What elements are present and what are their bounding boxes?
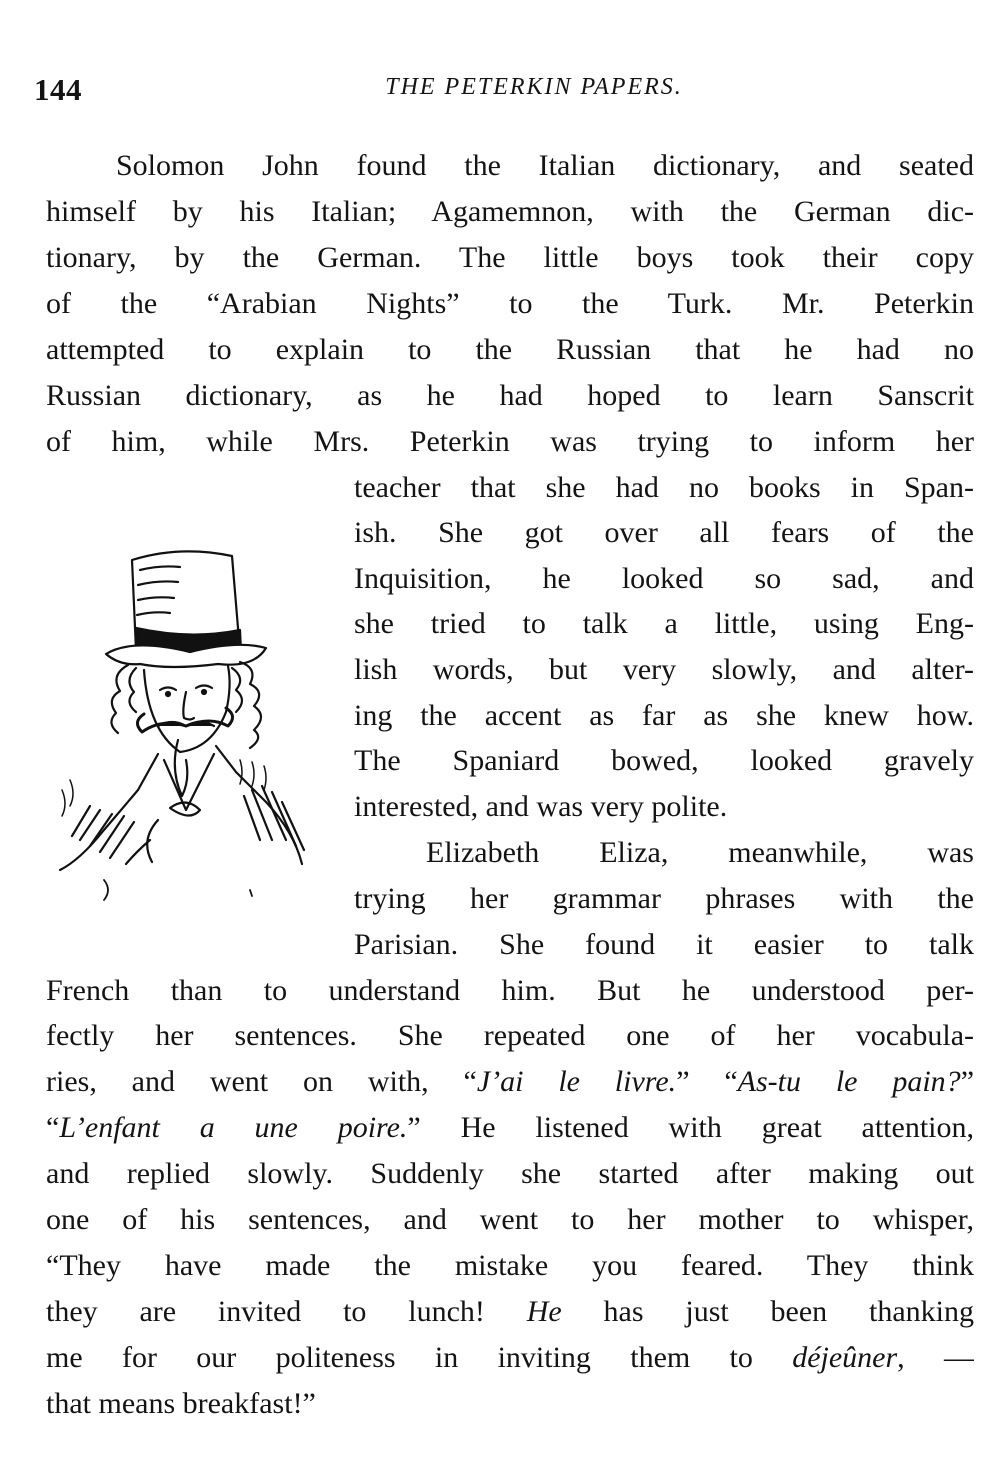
text-line: Russian dictionary, as he had hoped to learn Sanscrit: [46, 379, 974, 412]
text-line: Parisian. She found it easier to talk: [354, 928, 974, 961]
text-line: ish. She got over all fears of the: [354, 516, 974, 549]
text-line: me for our politeness in inviting them to déjeûner, —: [46, 1341, 974, 1374]
french-word: déjeûner: [792, 1341, 898, 1374]
spaniard-illustration: [40, 540, 340, 910]
text-line: Inquisition, he looked so sad, and: [354, 562, 974, 595]
running-title: THE PETERKIN PAPERS.: [385, 74, 683, 100]
french-phrase: As-tu le pain?: [737, 1065, 961, 1098]
french-phrase: J’ai le livre.: [476, 1065, 677, 1098]
text-line: ing the accent as far as she knew how.: [354, 699, 974, 732]
text-line: attempted to explain to the Russian that he had no: [46, 333, 974, 366]
emphasis: He: [526, 1295, 562, 1328]
text-line: interested, and was very polite.: [354, 790, 728, 823]
text-line: and replied slowly. Suddenly she started after making out: [46, 1157, 974, 1190]
text-line: one of his sentences, and went to her mother to whisper,: [46, 1203, 974, 1236]
text-line: of him, while Mrs. Peterkin was trying to inform her: [46, 425, 974, 458]
page-number: 144: [34, 72, 82, 107]
text-line: Solomon John found the Italian dictionary, and seated: [116, 149, 974, 182]
text-line: lish words, but very slowly, and alter-: [354, 653, 974, 686]
text-line: fectly her sentences. She repeated one of her vocabula-: [46, 1019, 974, 1052]
text-line: that means breakfast!”: [46, 1387, 316, 1420]
french-phrase: L’enfant a une poire.: [59, 1111, 408, 1144]
text-line: The Spaniard bowed, looked gravely: [354, 744, 974, 777]
text-line: himself by his Italian; Agamemnon, with the German dic-: [46, 195, 974, 228]
text-line: “They have made the mistake you feared. They think: [46, 1249, 974, 1282]
text-line: she tried to talk a little, using Eng-: [354, 607, 974, 640]
text-line: Elizabeth Eliza, meanwhile, was: [426, 836, 974, 869]
text-line: tionary, by the German. The little boys took their copy: [46, 241, 974, 274]
text-line: they are invited to lunch! He has just been thanking: [46, 1295, 974, 1328]
text-line: “L’enfant a une poire.” He listened with great attention,: [46, 1111, 974, 1144]
page-header: [34, 64, 964, 114]
text-line: trying her grammar phrases with the: [354, 882, 974, 915]
text-line: French than to understand him. But he understood per-: [46, 974, 974, 1007]
text-line: teacher that she had no books in Span-: [354, 471, 974, 504]
text-line: ries, and went on with, “J’ai le livre.” “As-tu le pain?”: [46, 1065, 974, 1098]
text-line: of the “Arabian Nights” to the Turk. Mr. Peterkin: [46, 287, 974, 320]
